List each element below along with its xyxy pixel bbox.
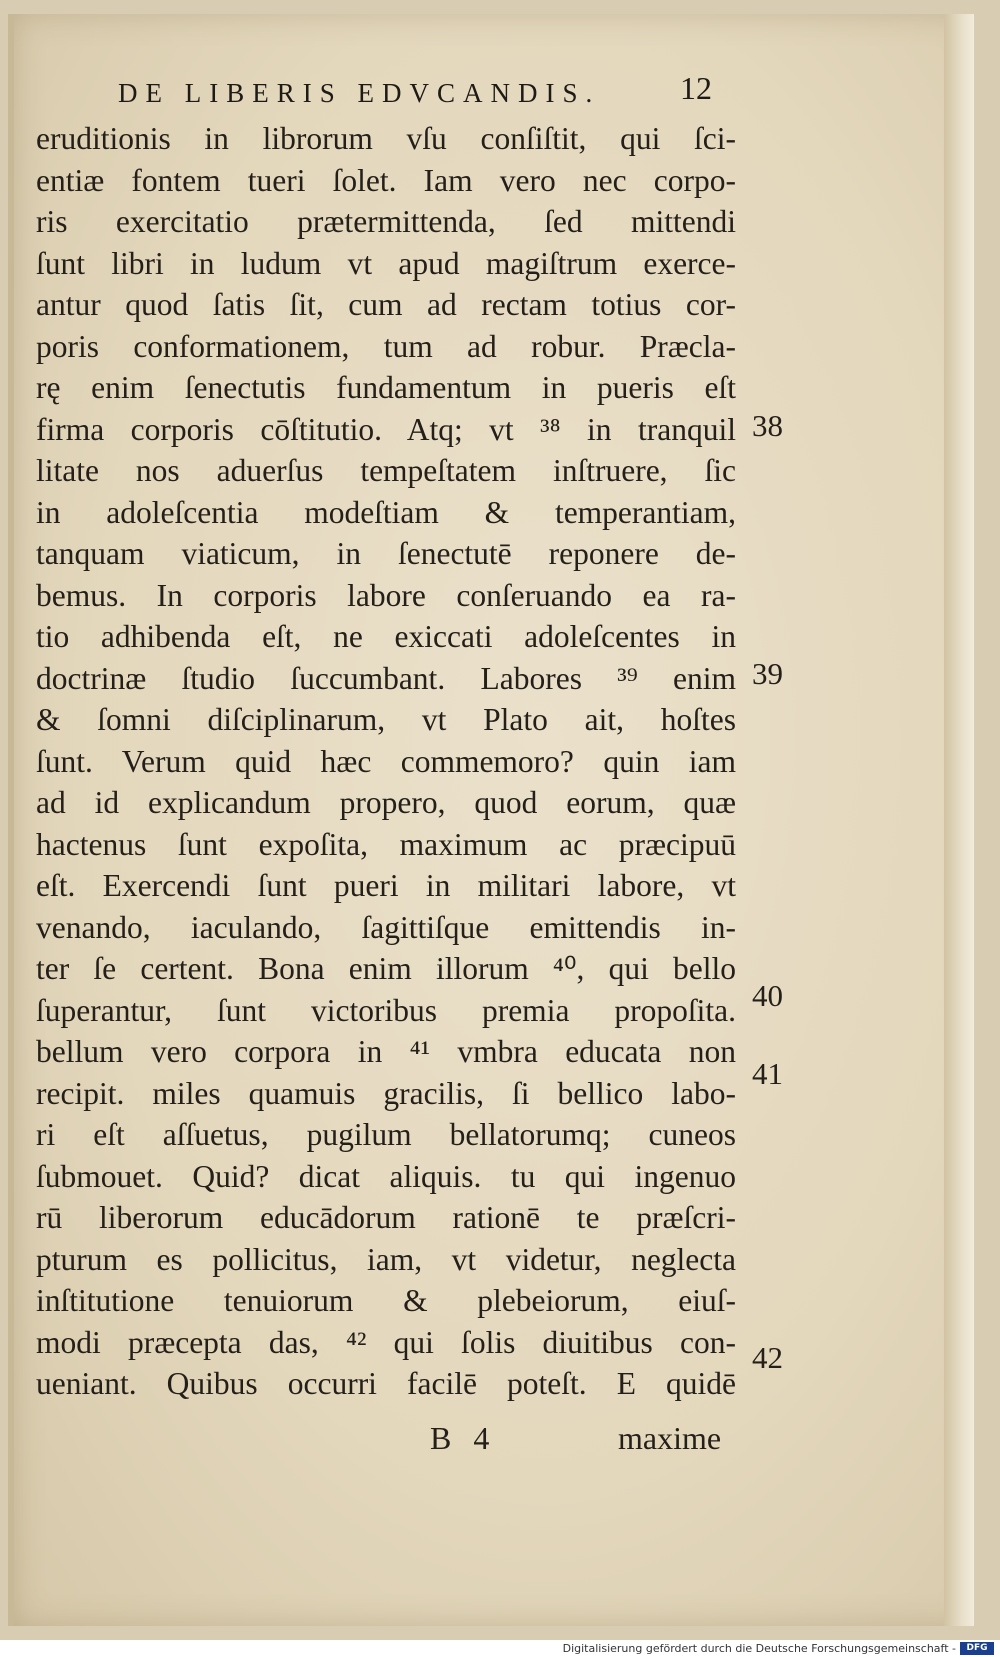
text-line: in adoleſcentia modeſtiam & temperantiam, [36,494,736,530]
text-line: doctrinæ ſtudio ſuccumbant. Labores ³⁹ enim [36,660,736,696]
text-line: recipit. miles quamuis gracilis, ſi bellico labo- [36,1075,736,1111]
text-line: venando, iaculando, ſagittiſque emittendis in- [36,909,736,945]
text-line: antur quod ſatis ſit, cum ad rectam totius cor- [36,287,736,322]
text-line: tanquam viaticum, in ſenectutē reponere de- [36,536,736,571]
text-line: bemus. In corporis labore conſeruando ea ra- [36,577,736,613]
text-line: ſubmouet. Quid? dicat aliquis. tu qui ingenuo [36,1158,736,1194]
signature-mark: B 4 [430,1420,490,1456]
margin-note: 39 [752,656,783,691]
page-edge [944,14,974,1626]
running-head: DE LIBERIS EDVCANDIS. [118,78,601,108]
text-line: ad id explicandum propero, quod eorum, quæ [36,785,736,820]
text-line: entiæ fontem tueri ſolet. Iam vero nec corpo- [36,162,736,198]
margin-note: 42 [752,1340,783,1375]
text-line: & ſomni diſciplinarum, vt Plato ait, hoſtes [36,702,736,737]
text-line: bellum vero corpora in ⁴¹ vmbra educata non [36,1034,736,1069]
footer-credit: Digitalisierung gefördert durch die Deutsche Forschungsgemeinschaft - [562,1642,956,1655]
text-line: pturum es pollicitus, iam, vt videtur, neglecta [36,1241,736,1277]
text-line: hactenus ſunt expoſita, maximum ac præcipuū [36,826,736,862]
folio-number: 12 [680,70,712,106]
catchword: maxime [618,1420,722,1456]
text-line: litate nos aduerſus tempeſtatem inſtruere, ſic [36,453,736,488]
dfg-logo: DFG [960,1642,994,1655]
text-line: ri eſt aſſuetus, pugilum bellatorumq; cuneos [36,1117,736,1152]
margin-note: 40 [752,978,783,1013]
text-line: eſt. Exercendi ſunt pueri in militari labore, vt [36,868,736,903]
text-line: ter ſe certent. Bona enim illorum ⁴⁰, qui bello [36,951,736,986]
text-line: ueniant. Quibus occurri facilē poteſt. E quidē [36,1366,736,1401]
text-line: ſunt. Verum quid hæc commemoro? quin iam [36,743,736,779]
text-line: eruditionis in librorum vſu conſiſtit, qui ſci- [36,121,736,156]
text-line: ſuperantur, ſunt victoribus premia propoſita. [36,992,736,1028]
text-line: rę enim ſenectutis fundamentum in pueris eſt [36,370,736,405]
margin-note: 41 [752,1056,783,1091]
text-line: ris exercitatio prætermittenda, ſed mittendi [36,204,736,239]
text-line: ſunt libri in ludum vt apud magiſtrum exerce- [36,245,736,281]
text-line: tio adhibenda eſt, ne exiccati adoleſcentes in [36,619,736,654]
text-line: firma corporis cōſtitutio. Atq; vt ³⁸ in tranquil [36,411,736,447]
text-line: inſtitutione tenuiorum & plebeiorum, eiuſ- [36,1283,736,1318]
text-line: modi præcepta das, ⁴² qui ſolis diuitibus con- [36,1324,736,1360]
text-block [36,118,736,1405]
text-line: rū liberorum educādorum rationē te præſcri- [36,1200,736,1235]
text-line: poris conformationem, tum ad robur. Præcla- [36,328,736,364]
margin-note: 38 [752,408,783,443]
